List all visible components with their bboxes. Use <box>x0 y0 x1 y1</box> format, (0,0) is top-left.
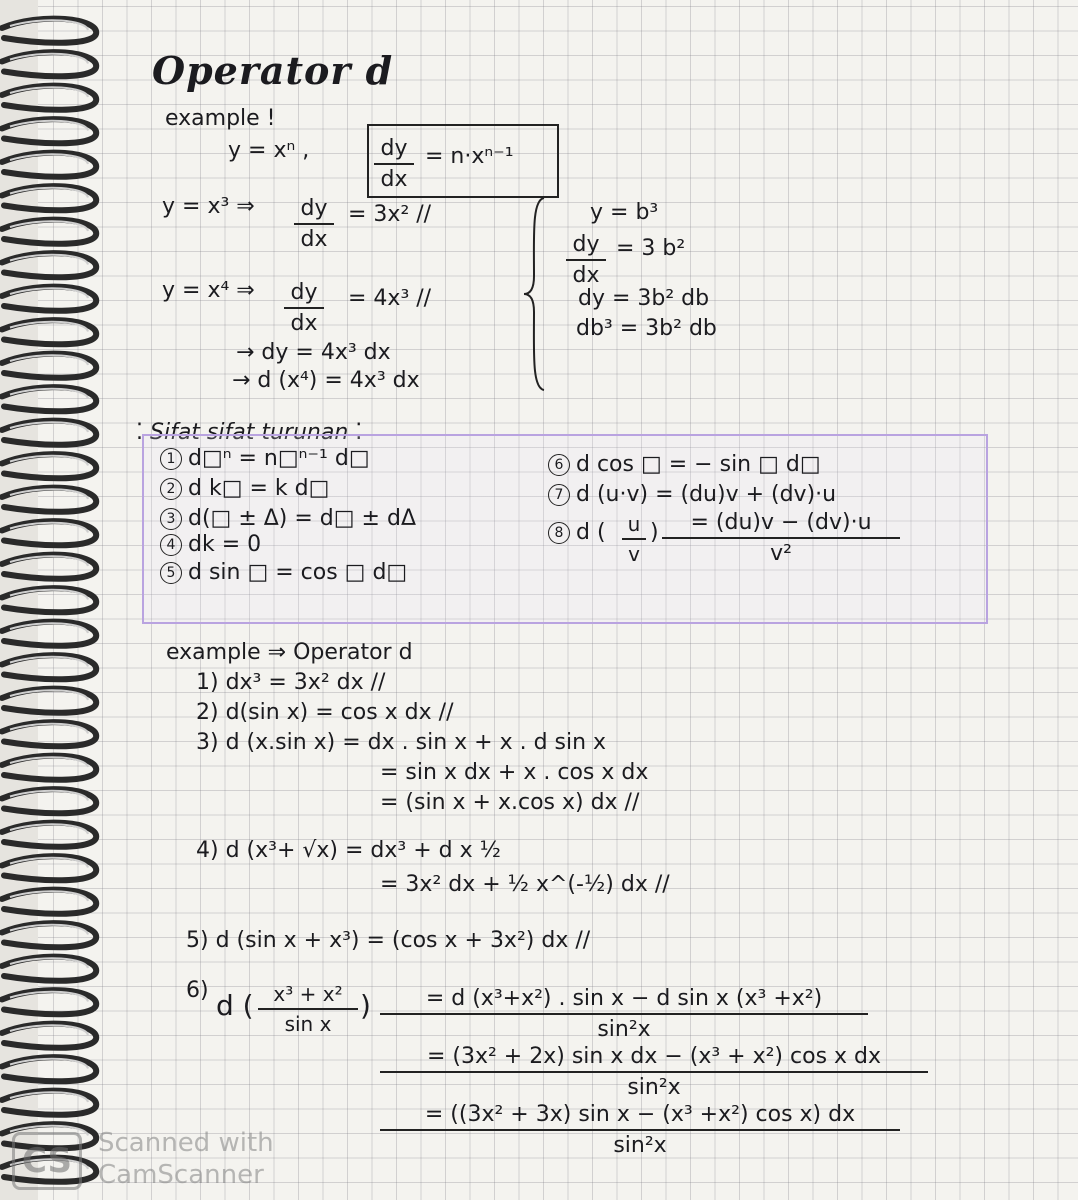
ex2-lhs: y = x⁴ ⇒ <box>162 278 255 303</box>
ex2-den: dx <box>290 311 318 336</box>
ex2-line4: → d (x⁴) = 4x³ dx <box>232 368 420 393</box>
ex1-den: dx <box>300 227 328 252</box>
example-line-1: 1) dx³ = 3x² dx // <box>196 670 386 695</box>
prop-7: 7 d (u·v) = (du)v + (dv)·u <box>548 484 836 506</box>
example-line-3b: = sin x dx + x . cos x dx <box>380 760 649 785</box>
examples-heading: example ⇒ Operator d <box>166 640 413 665</box>
rule-den: dx <box>380 167 408 192</box>
rule-rhs: = n·xⁿ⁻¹ <box>425 144 514 169</box>
ex6-d: d ( <box>216 989 254 1022</box>
ex2-line3: → dy = 4x³ dx <box>236 340 391 365</box>
watermark-line-1: Scanned with <box>98 1128 274 1158</box>
prop-8-label: 8 d ( <box>548 522 606 544</box>
prop-6: 6 d cos □ = − sin □ d□ <box>548 454 821 476</box>
side-l2rhs: = 3 b² <box>616 236 686 261</box>
rule-fraction <box>374 136 414 192</box>
camscanner-watermark <box>6 1124 286 1194</box>
side-fraction <box>566 232 606 288</box>
camscanner-logo: CS <box>12 1132 82 1190</box>
prop-5: 5 d sin □ = cos □ d□ <box>160 562 407 584</box>
example-line-3: 3) d (x.sin x) = dx . sin x + x . d sin x <box>196 730 607 755</box>
ex1-rhs: = 3x² // <box>348 202 432 227</box>
example-line-5: 5) d (sin x + x³) = (cos x + 3x²) dx // <box>186 928 591 953</box>
watermark-line-2: CamScanner <box>98 1160 264 1190</box>
example-line-4: 4) d (x³+ √x) = dx³ + d x ½ <box>196 838 501 863</box>
prop-4: 4 dk = 0 <box>160 534 261 556</box>
ex1-fraction <box>294 196 334 252</box>
ex6-label: 6) <box>186 978 209 1003</box>
prop-8-paren: ) <box>650 520 659 545</box>
ex6-lhs-fraction: x³ + x² sin x <box>258 982 358 1036</box>
example-line-2: 2) d(sin x) = cos x dx // <box>196 700 454 725</box>
ex1-num: dy <box>300 196 328 221</box>
ex6-row-2: = (3x² + 2x) sin x dx − (x³ + x²) cos x dx sin²x <box>380 1044 928 1100</box>
prop-1: 1 d□ⁿ = n□ⁿ⁻¹ d□ <box>160 448 370 470</box>
ex1-lhs: y = x³ ⇒ <box>162 194 255 219</box>
page-title: Operator d <box>152 48 394 93</box>
example-line-3c: = (sin x + x.cos x) dx // <box>380 790 640 815</box>
rule-num: dy <box>380 136 408 161</box>
side-l4: db³ = 3b² db <box>576 316 717 341</box>
ex2-rhs: = 4x³ // <box>348 286 432 311</box>
example-label: example ! <box>165 106 276 131</box>
example-line-4b: = 3x² dx + ½ x^(-½) dx // <box>380 872 670 897</box>
side-l1: y = b³ <box>590 200 659 225</box>
side-l3: dy = 3b² db <box>578 286 710 311</box>
ex2-fraction <box>284 280 324 336</box>
ex6-row-1: = d (x³+x²) . sin x − d sin x (x³ +x²) sin²x <box>380 986 868 1042</box>
prop-8-rhs: = (du)v − (dv)·u v² <box>662 510 900 566</box>
side-num: dy <box>572 232 600 257</box>
prop-8-fraction: u v <box>622 512 646 566</box>
side-den: dx <box>572 263 600 288</box>
ex2-num: dy <box>290 280 318 305</box>
ex6-paren: ) <box>360 989 371 1022</box>
curly-brace <box>522 196 552 392</box>
prop-3: 3 d(□ ± Δ) = d□ ± dΔ <box>160 508 416 530</box>
spiral-binding <box>0 0 110 1200</box>
properties-heading: ⁚ Sifat sifat turunan ⁚ <box>136 420 363 445</box>
prop-2: 2 d k□ = k d□ <box>160 478 329 500</box>
ex6-row-3: = ((3x² + 3x) sin x − (x³ +x²) cos x) dx sin²x <box>380 1102 900 1158</box>
rule-lhs: y = xⁿ , <box>228 138 310 163</box>
